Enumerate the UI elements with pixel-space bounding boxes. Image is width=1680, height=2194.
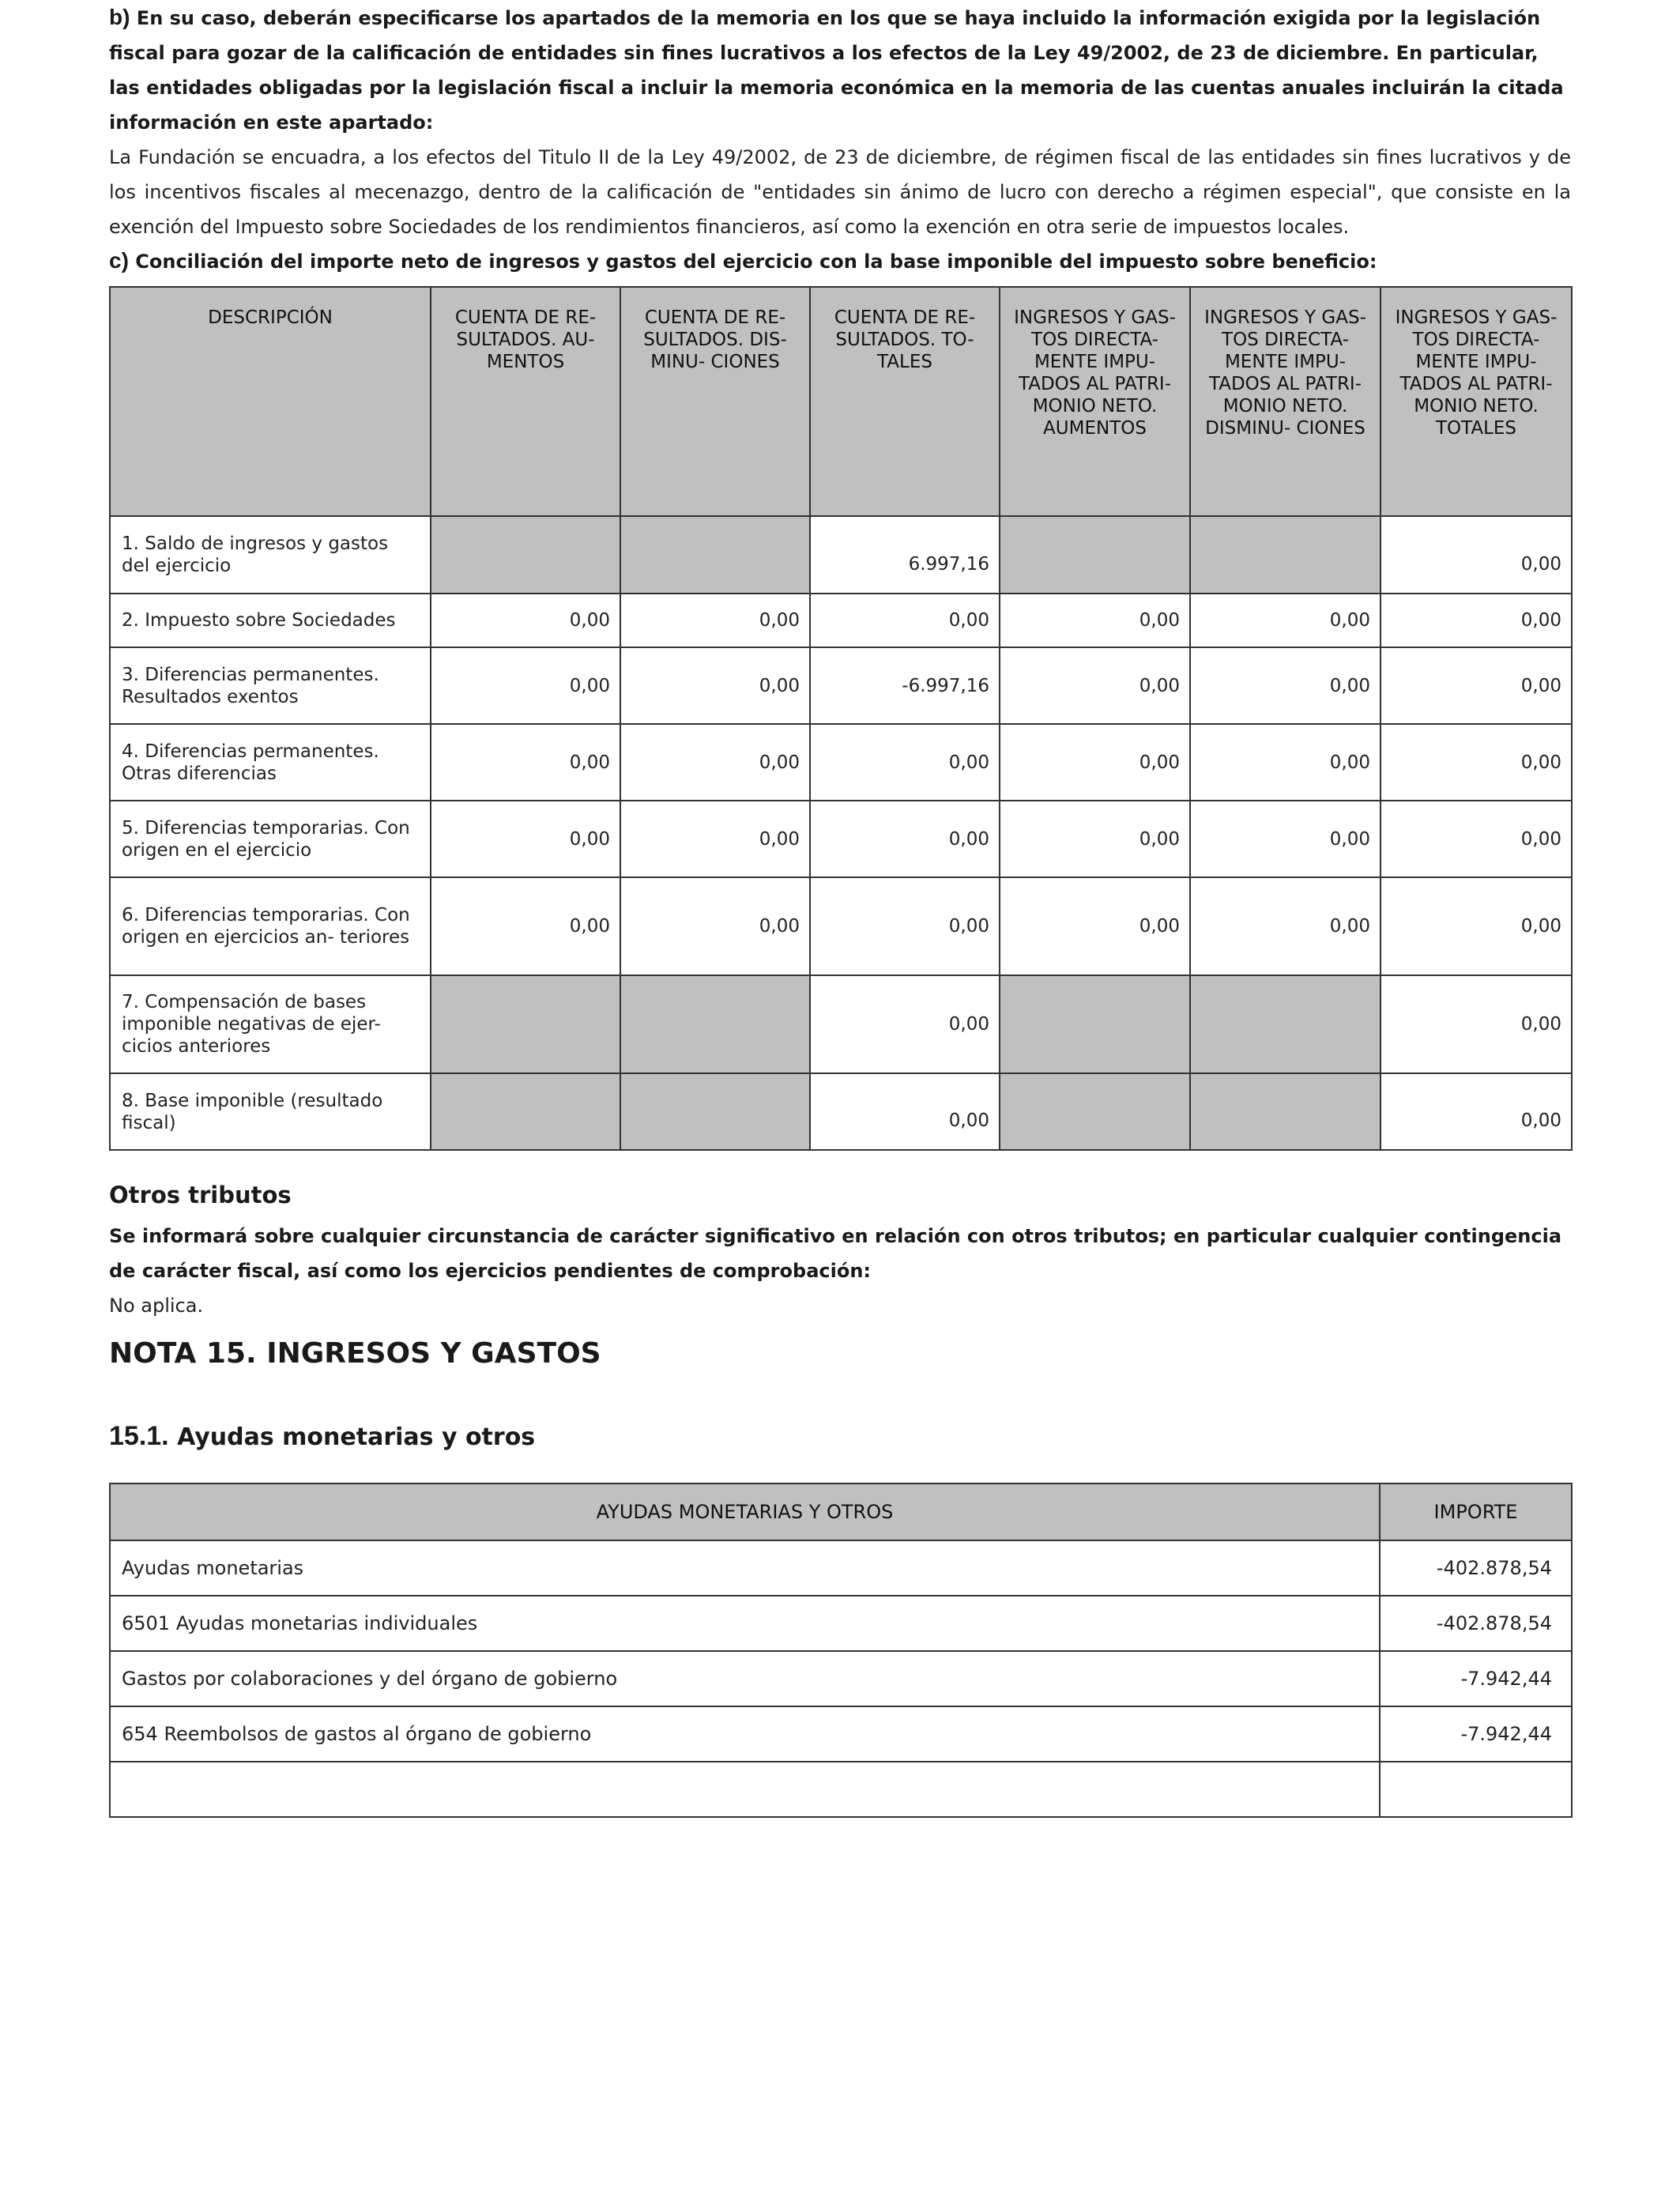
row-concept: 6501 Ayudas monetarias individuales <box>110 1596 1380 1651</box>
cell-value: -6.997,16 <box>810 647 1000 724</box>
subsection-15-1-title <box>109 1421 535 1452</box>
cell-value: 0,00 <box>810 801 1000 877</box>
reconciliation-table <box>109 286 1573 1151</box>
cell-value: 0,00 <box>810 975 1000 1073</box>
table-row <box>110 1762 1572 1817</box>
cell-value: 0,00 <box>1190 877 1381 975</box>
section-b-marker: b) <box>109 5 130 29</box>
cell-value: 0,00 <box>810 594 1000 647</box>
table-row <box>110 975 1572 1073</box>
cell-shaded <box>620 975 810 1073</box>
cell-value: 0,00 <box>1190 647 1381 724</box>
table-row <box>110 1651 1572 1706</box>
section-c-marker: c) <box>109 248 129 273</box>
header-cr-disminuciones: CUENTA DE RE- SULTADOS. DIS- MINU- CIONES <box>620 287 810 516</box>
section-c-heading-text: Conciliación del importe neto de ingresos y gastos del ejercicio con la base imponible del impuesto sobre beneficio: <box>135 251 1377 273</box>
cell-shaded <box>620 1073 810 1150</box>
header-cr-totales: CUENTA DE RE- SULTADOS. TO- TALES <box>810 287 1000 516</box>
row-concept: Gastos por colaboraciones y del órgano de gobierno <box>110 1651 1380 1706</box>
row-description: 5. Diferencias temporarias. Con origen en el ejercicio <box>110 801 431 877</box>
reconciliation-header-row <box>110 287 1572 516</box>
cell-shaded <box>1000 1073 1190 1150</box>
cell-value: 0,00 <box>1381 594 1572 647</box>
cell-value: 0,00 <box>1190 594 1381 647</box>
cell-value: 0,00 <box>1000 594 1190 647</box>
table-row <box>110 1540 1572 1596</box>
cell-value: 6.997,16 <box>810 516 1000 594</box>
cell-value: 0,00 <box>431 877 620 975</box>
cell-shaded <box>1000 516 1190 594</box>
row-description: 7. Compensación de bases imponible negativas de ejer- cicios anteriores <box>110 975 431 1073</box>
cell-value: 0,00 <box>620 801 810 877</box>
cell-shaded <box>1190 516 1381 594</box>
subsection-number: 15.1. <box>109 1421 169 1451</box>
table-row <box>110 877 1572 975</box>
cell-value: 0,00 <box>1381 647 1572 724</box>
cell-value: 0,00 <box>1190 724 1381 801</box>
nota15-title: NOTA 15. INGRESOS Y GASTOS <box>109 1337 601 1370</box>
row-concept: 654 Reembolsos de gastos al órgano de gobierno <box>110 1706 1380 1762</box>
row-concept <box>110 1762 1380 1817</box>
cell-value: 0,00 <box>1381 1073 1572 1150</box>
cell-value: 0,00 <box>620 647 810 724</box>
header-cr-aumentos: CUENTA DE RE- SULTADOS. AU- MENTOS <box>431 287 620 516</box>
table-row <box>110 724 1572 801</box>
cell-value: 0,00 <box>431 594 620 647</box>
row-amount: -402.878,54 <box>1380 1540 1572 1596</box>
section-b-heading-text: En su caso, deberán especificarse los apartados de la memoria en los que se haya incluido la información exigida por la legislación fiscal para gozar de la calificación de entidades sin fines lucrativos a los efectos de la Ley 49/2002, de 23 de diciembre. En particular, las entidades obligadas por la legislación fiscal a incluir la memoria económica en la memoria de las cuentas anuales incluirán la citada información en este apartado: <box>109 7 1564 134</box>
ayudas-header-row <box>110 1483 1572 1540</box>
cell-shaded <box>1190 1073 1381 1150</box>
table-row <box>110 1073 1572 1150</box>
table-row <box>110 1596 1572 1651</box>
section-b <box>109 0 1571 244</box>
cell-value: 0,00 <box>1381 516 1572 594</box>
row-amount: -7.942,44 <box>1380 1651 1572 1706</box>
cell-value: 0,00 <box>620 724 810 801</box>
ayudas-table <box>109 1483 1573 1818</box>
cell-value: 0,00 <box>810 877 1000 975</box>
cell-shaded <box>431 975 620 1073</box>
cell-value: 0,00 <box>1000 801 1190 877</box>
row-concept: Ayudas monetarias <box>110 1540 1380 1596</box>
row-description: 1. Saldo de ingresos y gastos del ejercicio <box>110 516 431 594</box>
cell-value: 0,00 <box>810 1073 1000 1150</box>
cell-value: 0,00 <box>810 724 1000 801</box>
cell-value: 0,00 <box>1000 647 1190 724</box>
header-pn-aumentos: INGRESOS Y GAS- TOS DIRECTA- MENTE IMPU- TADOS AL PATRI- MONIO NETO. AUMENTOS <box>1000 287 1190 516</box>
otros-tributos-heading: Se informará sobre cualquier circunstancia de carácter significativo en relación con otros tributos; en particular cualquier contingencia de carácter fiscal, así como los ejercicios pendientes de comprobación: <box>109 1225 1562 1282</box>
cell-value: 0,00 <box>1381 877 1572 975</box>
row-amount: -402.878,54 <box>1380 1596 1572 1651</box>
table-row <box>110 1706 1572 1762</box>
section-c <box>109 243 1571 279</box>
otros-tributos-section <box>109 1178 1571 1323</box>
cell-shaded <box>431 1073 620 1150</box>
subsection-text: Ayudas monetarias y otros <box>177 1423 536 1451</box>
section-b-heading <box>109 0 1571 140</box>
row-amount <box>1380 1762 1572 1817</box>
cell-shaded <box>1000 975 1190 1073</box>
row-description: 3. Diferencias permanentes. Resultados exentos <box>110 647 431 724</box>
table-row <box>110 594 1572 647</box>
cell-value: 0,00 <box>431 724 620 801</box>
cell-value: 0,00 <box>1381 975 1572 1073</box>
header-descripcion: DESCRIPCIÓN <box>110 287 431 516</box>
header-pn-disminuciones: INGRESOS Y GAS- TOS DIRECTA- MENTE IMPU- TADOS AL PATRI- MONIO NETO. DISMINU- CIONES <box>1190 287 1381 516</box>
otros-tributos-title: Otros tributos <box>109 1182 292 1208</box>
row-description: 4. Diferencias permanentes. Otras diferencias <box>110 724 431 801</box>
row-description: 8. Base imponible (resultado fiscal) <box>110 1073 431 1150</box>
header-importe: IMPORTE <box>1380 1483 1572 1540</box>
cell-value: 0,00 <box>431 647 620 724</box>
cell-value: 0,00 <box>1190 801 1381 877</box>
row-description: 6. Diferencias temporarias. Con origen en ejercicios an- teriores <box>110 877 431 975</box>
cell-shaded <box>1190 975 1381 1073</box>
table-row <box>110 647 1572 724</box>
cell-value: 0,00 <box>1381 801 1572 877</box>
otros-tributos-body: No aplica. <box>109 1295 204 1317</box>
header-pn-totales: INGRESOS Y GAS- TOS DIRECTA- MENTE IMPU- TADOS AL PATRI- MONIO NETO. TOTALES <box>1381 287 1572 516</box>
row-amount: -7.942,44 <box>1380 1706 1572 1762</box>
table-row <box>110 801 1572 877</box>
cell-value: 0,00 <box>1000 724 1190 801</box>
cell-shaded <box>620 516 810 594</box>
cell-value: 0,00 <box>431 801 620 877</box>
cell-shaded <box>431 516 620 594</box>
table-row <box>110 516 1572 594</box>
cell-value: 0,00 <box>620 877 810 975</box>
cell-value: 0,00 <box>620 594 810 647</box>
section-c-heading <box>109 243 1571 279</box>
section-b-body: La Fundación se encuadra, a los efectos del Titulo II de la Ley 49/2002, de 23 de diciembre, de régimen fiscal de las entidades sin fines lucrativos y de los incentivos fiscales al mecenazgo, dentro de la calificación de "entidades sin ánimo de lucro con derecho a régimen especial", que consiste en la exención del Impuesto sobre Sociedades de los rendimientos financieros, así como la exención en otra serie de impuestos locales. <box>109 146 1571 238</box>
cell-value: 0,00 <box>1381 724 1572 801</box>
row-description: 2. Impuesto sobre Sociedades <box>110 594 431 647</box>
cell-value: 0,00 <box>1000 877 1190 975</box>
header-concepto: AYUDAS MONETARIAS Y OTROS <box>110 1483 1380 1540</box>
